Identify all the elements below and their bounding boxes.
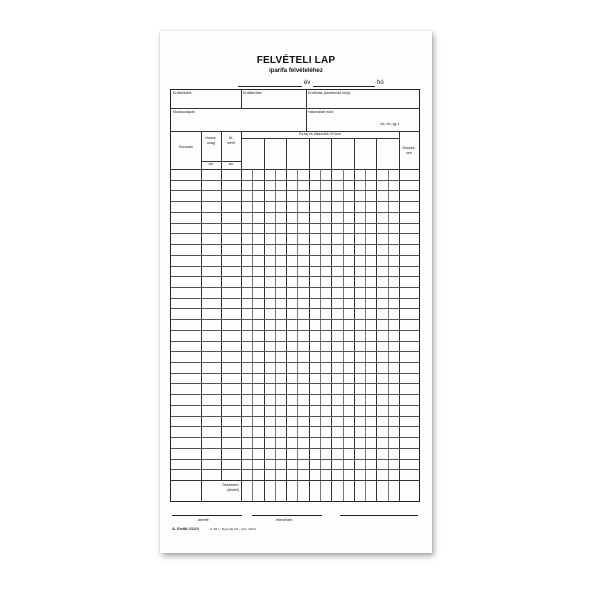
- table-row-line: [171, 308, 419, 309]
- fafaj-header: Fa faj és választék m³-ben: [298, 132, 342, 136]
- table-row-line: [171, 437, 419, 438]
- table-row-line: [171, 298, 419, 299]
- table-row-line: [171, 341, 419, 342]
- checked-signature-line: [252, 515, 322, 516]
- totals-row-line: [171, 480, 419, 481]
- unit-cm-label: cm: [208, 162, 214, 166]
- erdoresz-label: Erdőrészlet:: [173, 91, 193, 95]
- column-divider: [201, 131, 202, 501]
- table-row-line: [171, 426, 419, 427]
- atmero-header-2: mérő: [226, 141, 236, 145]
- species-subcolumn-divider: [365, 169, 366, 501]
- info-col-divider-1: [241, 90, 242, 108]
- sorszam-header: Sorszám: [178, 145, 194, 149]
- month-label: hó: [377, 80, 384, 86]
- erdoirtas-label: Erdőírtás (kezelendő hely):: [308, 91, 351, 95]
- header-top-line: [171, 131, 419, 132]
- erdokerulet-label: Erdőkerület:: [243, 91, 263, 95]
- osszesen-header-1: Összes-: [402, 146, 416, 150]
- month-field-line: [313, 86, 375, 87]
- species-subcolumn-divider: [388, 169, 389, 501]
- table-row-line: [171, 459, 419, 460]
- form-code: A. Erdőt 211/V.: [172, 526, 200, 531]
- table-row-line: [171, 394, 419, 395]
- table-row-line: [171, 319, 419, 320]
- species-subheader-line: [241, 138, 399, 139]
- table-row-line: [171, 287, 419, 288]
- species-subcolumn-divider: [297, 169, 298, 501]
- atmero-header-1: Át-: [228, 136, 234, 140]
- form-subtitle: iparifa felvételéhez: [269, 68, 323, 74]
- table-row-line: [171, 448, 419, 449]
- printer-info: A. 68 l. - Nyomda Kft. - (Ver. 2014): [210, 526, 256, 531]
- species-subcolumn-divider: [343, 169, 344, 501]
- extra-signature-line: [340, 515, 418, 516]
- hasznalati-mod-options: vfv, vtv, gy, t.: [380, 122, 401, 126]
- hossz-header-2: úság: [207, 141, 215, 145]
- info-col-divider-2: [306, 90, 307, 131]
- table-row-line: [171, 330, 419, 331]
- osszesen-header-2: sen: [406, 151, 412, 155]
- received-by-label: átvette: [198, 518, 209, 522]
- table-row-line: [171, 180, 419, 181]
- table-row-line: [171, 190, 419, 191]
- table-row-line: [171, 276, 419, 277]
- totals-sublabel: (átvitel): [227, 488, 239, 492]
- received-signature-line: [172, 515, 242, 516]
- table-row-line: [171, 266, 419, 267]
- record-table: [170, 89, 420, 502]
- hasznalati-mod-label: Használati mód:: [308, 110, 334, 114]
- checked-by-label: ellenőrizte: [276, 518, 293, 522]
- table-row-line: [171, 373, 419, 374]
- table-row-line: [171, 405, 419, 406]
- unit-cm-label: cm: [228, 162, 234, 166]
- species-subcolumn-divider: [275, 169, 276, 501]
- info-row-divider: [171, 108, 419, 109]
- form-title: FELVÉTELI LAP: [256, 55, 336, 66]
- year-label: év: [304, 80, 311, 86]
- year-field-line: [238, 86, 302, 87]
- table-row-line: [171, 469, 419, 470]
- table-row-line: [171, 383, 419, 384]
- form-sheet: [160, 31, 432, 553]
- table-row-line: [171, 362, 419, 363]
- body-top-line: [171, 169, 419, 170]
- column-divider: [399, 131, 400, 501]
- table-row-line: [171, 212, 419, 213]
- table-row-line: [171, 255, 419, 256]
- column-divider: [221, 131, 222, 480]
- table-row-line: [171, 244, 419, 245]
- totals-label: Összesen:: [222, 483, 239, 487]
- table-row-line: [171, 416, 419, 417]
- table-row-line: [171, 201, 419, 202]
- species-subcolumn-divider: [252, 169, 253, 501]
- column-divider: [241, 131, 242, 501]
- species-subcolumn-divider: [320, 169, 321, 501]
- table-row-line: [171, 223, 419, 224]
- table-row-line: [171, 233, 419, 234]
- hossz-header-1: Hossz-: [205, 136, 217, 140]
- table-row-line: [171, 351, 419, 352]
- munkacsapat-label: Munkacsapat:: [173, 110, 196, 114]
